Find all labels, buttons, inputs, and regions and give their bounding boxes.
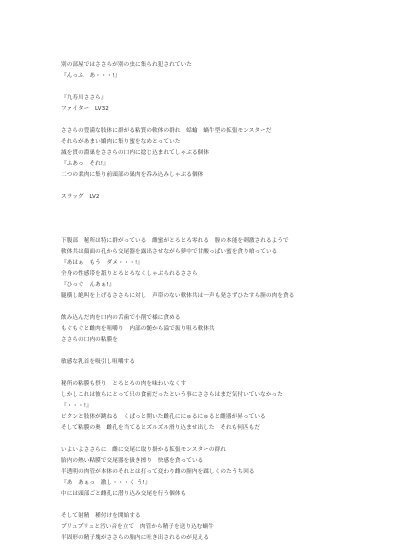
text-line: 『ひっぐ んあぁ!』 xyxy=(61,282,115,288)
text-line: 半透明の肉管が本体のそれとは打って変わり雌の膣内を蹂しくのたうち回る xyxy=(61,469,255,475)
text-line: もぐもぐと雌肉を咀嚼り 内部の髄から溢で振り咀ろ軟体共 xyxy=(61,326,215,332)
text-line: 飲み込んだ肉を口内の舌歯で小削で様に貪める xyxy=(61,315,181,321)
blank-line xyxy=(61,181,381,192)
text-line: 中には頭部ごと雌孔に潜り込み交尾を行う個体も xyxy=(61,491,187,497)
text-line: スラッグ LV2 xyxy=(61,194,100,200)
text-line: ビクンと肢体が跳ねる くぱっと開いた雌孔ににゅるにゅると雌器が昇っている xyxy=(61,414,266,420)
text-line: ささらの豊満な肢体に群がる粘質の軟体の群れ 蛞蝓 蝸牛型の拡張モンスターだ xyxy=(61,128,272,134)
text-line: 軟体共は顔面の孔から交尾器を露出させながら夢中で甘酸っぱい蜜を貪り喰っている xyxy=(61,249,278,255)
blank-line xyxy=(61,82,381,93)
blank-line xyxy=(61,115,381,126)
text-line: 半固形の精子塊がささらの胎内に吐き出されるのが見える xyxy=(61,535,210,541)
text-line: そして粘膜の奥 雌孔を当てるとズルズル滑り込ませ出した それも何匹もだ xyxy=(61,425,261,431)
text-line: それらがあまい嬌肉に集り蜜をなめとっていた xyxy=(61,139,181,145)
text-line: 敏感な乳首を吸引し咀嚼する xyxy=(61,359,136,365)
blank-line xyxy=(61,346,381,357)
blank-line xyxy=(61,434,381,445)
blank-line xyxy=(61,368,381,379)
text-line: 滅を貫の淵巣をささらの口内に捻じ込まれてしゃぶる個体 xyxy=(61,150,210,156)
text-line: 秘所の粘膜も摂り とろとろの肉を味わいなくす xyxy=(61,381,187,387)
text-line: いよいよささらに 雌に交尾に取り掛かる拡張モンスターの群れ xyxy=(61,447,226,453)
blank-line xyxy=(61,203,381,214)
text-line: 『あはぁ もう ダメ・・・!』 xyxy=(61,260,144,266)
text-line: 腿横し絶叫を上げるささらに対し 声帯のない軟体共は一声も発さずひたすら膣の肉を貪る xyxy=(61,293,295,299)
blank-line xyxy=(61,302,381,313)
text-line: そして射精 種付けを開始する xyxy=(61,513,141,519)
text-line: 全身の性感帯を舐りとろとろなくしゃぶられるささら xyxy=(61,271,198,277)
text-line: 『んっふ あ・・・!』 xyxy=(61,73,121,79)
blank-line xyxy=(61,225,381,236)
document-body xyxy=(61,60,381,544)
text-line: しかしこれは彼らにとって只の食前だったという事にささらはまだ気付いていなかった xyxy=(61,392,283,398)
text-line: 別の部屋ではささらが別の虫に集られ犯されていた xyxy=(61,62,192,68)
text-line: 『ふあっ それ!』 xyxy=(61,161,109,167)
blank-line xyxy=(61,214,381,225)
text-line: 下腹部 秘所は特に群がっている 雌蜜がとろとろ零れる 膣の本能を刺激されるようで xyxy=(61,238,289,244)
text-line: 『あ あぁっ 激し・・・く う!』 xyxy=(61,480,151,486)
text-line: ファイター LV32 xyxy=(61,106,109,112)
text-line: 『・・・!』 xyxy=(61,403,92,409)
blank-line xyxy=(61,500,381,511)
text-line: ささらの口内の粘膜を xyxy=(61,337,118,343)
text-line: プリュプリュと汚い音を立て 肉管から精子を送り込む蝸牛 xyxy=(61,524,214,530)
text-line: 胎内の熱い粘膜で交尾器を扱き擦り 快感を貪っている xyxy=(61,458,204,464)
text-line: 二つの柔肉に集り前頭部の巣肉を呑み込みしゃぶる個体 xyxy=(61,172,204,178)
text-line: 『九寿川ささら』 xyxy=(61,95,107,101)
